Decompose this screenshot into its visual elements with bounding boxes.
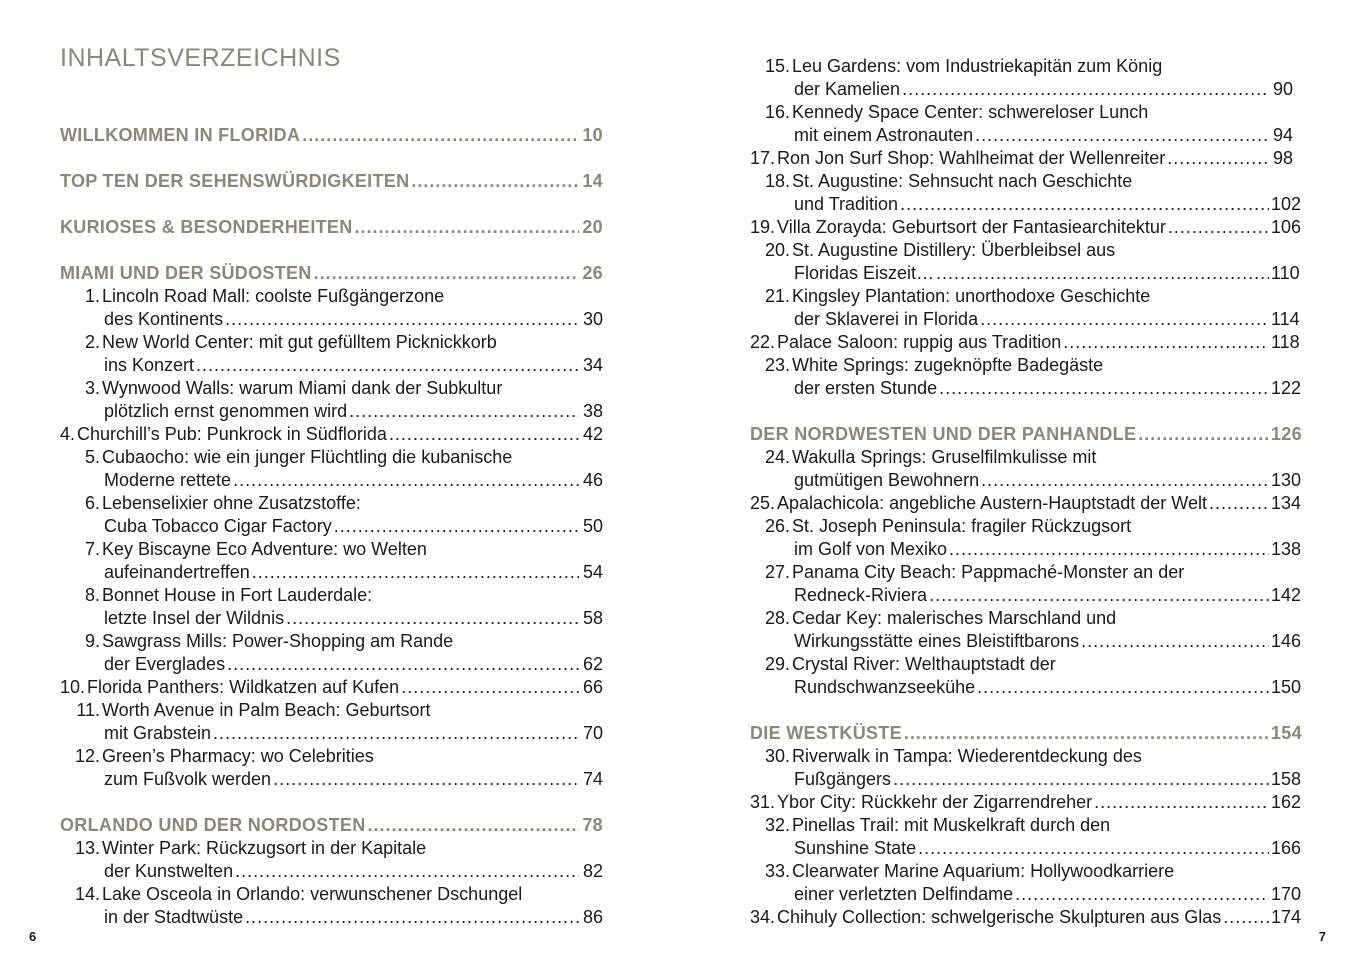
entry-number: 12. — [74, 746, 100, 766]
entry-page: 130 — [1271, 470, 1302, 490]
section-title: DER NORDWESTEN UND DER PANHANDLE — [750, 424, 1137, 444]
entry-number: 1. — [84, 286, 100, 306]
entry-page: 110 — [1271, 263, 1300, 283]
entry-number: 23. — [764, 355, 790, 375]
leader-dots — [1167, 147, 1269, 170]
leader-dots — [902, 78, 1269, 101]
entry-title-cont: gutmütigen Bewohnern — [794, 470, 980, 490]
entry-title-cont: plötzlich ernst genommen wird — [104, 401, 348, 421]
toc-entry[interactable] — [60, 676, 603, 699]
leader-dots — [302, 124, 579, 147]
leader-dots — [929, 584, 1269, 607]
toc-entry[interactable] — [750, 239, 1300, 285]
toc-section-welcome[interactable] — [60, 124, 603, 147]
leader-dots — [245, 906, 579, 929]
entry-page: 138 — [1271, 539, 1302, 559]
toc-entry[interactable] — [750, 147, 1293, 170]
entry-page: 54 — [582, 562, 603, 582]
section-title: MIAMI UND DER SÜDOSTEN — [60, 263, 312, 283]
entry-number: 10. — [60, 677, 86, 697]
entry-title-cont: Cuba Tobacco Cigar Factory — [104, 516, 332, 536]
toc-entries-nordwesten — [750, 446, 1302, 699]
entry-page: 74 — [582, 769, 603, 789]
leader-dots — [1015, 883, 1269, 906]
entry-title-cont: letzte Insel der Wildnis — [104, 608, 285, 628]
entry-page: 134 — [1271, 493, 1302, 513]
entry-title-cont: der Kunstwelten — [104, 861, 234, 881]
entry-number: 28. — [764, 608, 790, 628]
entry-title-cont: der Everglades — [104, 654, 226, 674]
toc-entry[interactable] — [750, 653, 1302, 699]
leader-dots — [389, 423, 579, 446]
toc-entries-miami — [60, 285, 603, 791]
entry-page: 118 — [1271, 332, 1300, 352]
toc-entry[interactable] — [750, 170, 1302, 216]
entry-title: Sawgrass Mills: Power-Shopping am Rande — [102, 631, 454, 651]
toc-entry[interactable] — [750, 55, 1293, 101]
entry-page: 38 — [582, 401, 603, 421]
leader-dots — [411, 170, 579, 193]
entry-title: White Springs: zugeknöpfte Badegäste — [792, 355, 1104, 375]
leader-dots — [900, 193, 1269, 216]
leader-dots — [939, 377, 1269, 400]
entry-title: Ybor City: Rückkehr der Zigarrendreher — [777, 792, 1093, 812]
entry-number: 29. — [764, 654, 790, 674]
entry-title-cont: der Kamelien — [794, 79, 901, 99]
toc-entry[interactable] — [750, 285, 1300, 331]
entry-title-cont: einer verletzten Delfindame — [794, 884, 1014, 904]
toc-entry[interactable] — [60, 745, 603, 791]
entry-title: Leu Gardens: vom Industriekapitän zum König — [792, 56, 1163, 76]
entry-number: 27. — [764, 562, 790, 582]
leader-dots — [314, 262, 579, 285]
entry-number: 18. — [764, 171, 790, 191]
leader-dots — [1223, 906, 1269, 929]
entry-page: 146 — [1271, 631, 1302, 651]
entry-title: Cedar Key: malerisches Marschland und — [792, 608, 1117, 628]
entry-number: 15. — [764, 56, 790, 76]
entry-page: 42 — [582, 424, 603, 444]
leader-dots — [893, 768, 1269, 791]
entry-number: 17. — [750, 148, 776, 168]
toc-entry[interactable] — [60, 699, 603, 745]
leader-dots — [1209, 492, 1269, 515]
leader-dots — [252, 561, 579, 584]
entry-page: 162 — [1271, 792, 1302, 812]
toc-section-nordwesten[interactable] — [750, 423, 1302, 446]
entry-title-cont: aufeinandertreffen — [104, 562, 250, 582]
toc-entry[interactable] — [750, 354, 1302, 400]
entry-title: Winter Park: Rückzugsort in der Kapitale — [102, 838, 427, 858]
toc-entry[interactable] — [750, 492, 1302, 515]
entry-page: 114 — [1271, 309, 1300, 329]
entry-number: 7. — [84, 539, 100, 559]
leader-dots — [1094, 791, 1269, 814]
page-number: 6 — [29, 929, 37, 944]
toc-entry[interactable] — [750, 446, 1302, 492]
entry-page: 150 — [1271, 677, 1302, 697]
section-title: DIE WESTKÜSTE — [750, 723, 902, 743]
toc-entry[interactable] — [750, 814, 1302, 860]
toc-section-miami[interactable] — [60, 262, 603, 285]
toc-entry[interactable] — [60, 377, 603, 423]
entry-number: 14. — [74, 884, 100, 904]
entry-page: 62 — [582, 654, 603, 674]
entry-number: 21. — [764, 286, 790, 306]
leader-dots — [1081, 630, 1269, 653]
entry-title: Chihuly Collection: schwelgerische Skulpturen aus Glas — [777, 907, 1222, 927]
entry-number: 32. — [764, 815, 790, 835]
entry-number: 30. — [764, 746, 790, 766]
entry-title: Lake Osceola in Orlando: verwunschener Dschungel — [102, 884, 523, 904]
entry-page: 90 — [1272, 79, 1293, 99]
toc-left-column — [60, 124, 603, 929]
entry-title-cont: im Golf von Mexiko — [794, 539, 948, 559]
entry-title: Key Biscayne Eco Adventure: wo Welten — [102, 539, 427, 559]
entry-number: 19. — [750, 217, 776, 237]
leader-dots — [273, 768, 579, 791]
leader-dots — [355, 216, 579, 239]
entry-title: Florida Panthers: Wildkatzen auf Kufen — [87, 677, 400, 697]
entry-page: 46 — [582, 470, 603, 490]
section-page: 26 — [582, 263, 603, 283]
section-page: 78 — [582, 815, 603, 835]
entry-page: 102 — [1271, 194, 1302, 214]
entry-title-cont: Wirkungsstätte eines Bleistiftbarons — [794, 631, 1080, 651]
entry-title: Bonnet House in Fort Lauderdale: — [102, 585, 373, 605]
entry-title-cont: ins Konzert — [104, 355, 195, 375]
entry-page: 94 — [1272, 125, 1293, 145]
leader-dots — [1168, 216, 1269, 239]
entry-title: Apalachicola: angebliche Austern-Hauptstadt der Welt — [777, 493, 1207, 513]
entry-number: 3. — [84, 378, 100, 398]
entry-title-cont: und Tradition — [794, 194, 899, 214]
entry-title: Panama City Beach: Pappmaché-Monster an der — [792, 562, 1185, 582]
entry-title: Cubaocho: wie ein junger Flüchtling die kubanische — [102, 447, 513, 467]
entry-title: Palace Saloon: ruppig aus Tradition — [777, 332, 1062, 352]
leader-dots — [368, 814, 579, 837]
entry-title: St. Joseph Peninsula: fragiler Rückzugsort — [792, 516, 1132, 536]
leader-dots — [334, 515, 579, 538]
toc-entries-westkueste — [750, 745, 1302, 929]
toc-section-westkueste[interactable] — [750, 722, 1302, 745]
toc-entry[interactable] — [60, 285, 603, 331]
section-title: KURIOSES & BESONDERHEITEN — [60, 217, 353, 237]
entry-number: 4. — [60, 424, 76, 444]
entry-number: 13. — [74, 838, 100, 858]
entry-number: 9. — [84, 631, 100, 651]
entry-title-cont: Fußgängers — [794, 769, 892, 789]
entry-title-cont: des Kontinents — [104, 309, 224, 329]
entry-number: 16. — [764, 102, 790, 122]
toc-entry[interactable] — [750, 561, 1302, 607]
leader-dots — [977, 676, 1269, 699]
entry-page: 170 — [1271, 884, 1302, 904]
leader-dots — [1138, 423, 1269, 446]
entry-title: Clearwater Marine Aquarium: Hollywoodkarriere — [792, 861, 1175, 881]
entry-title: Worth Avenue in Palm Beach: Geburtsort — [102, 700, 431, 720]
entry-page: 34 — [582, 355, 603, 375]
entry-number: 6. — [84, 493, 100, 513]
entry-number: 31. — [750, 792, 776, 812]
leader-dots — [981, 469, 1269, 492]
toc-entry[interactable] — [750, 791, 1302, 814]
section-page: 126 — [1271, 424, 1302, 444]
entry-number: 34. — [750, 907, 776, 927]
leader-dots — [918, 837, 1269, 860]
entry-title-cont: in der Stadtwüste — [104, 907, 244, 927]
entry-page: 122 — [1271, 378, 1302, 398]
leader-dots — [980, 308, 1269, 331]
entry-title-cont: mit einem Astronauten — [794, 125, 974, 145]
entry-title: New World Center: mit gut gefülltem Picknickkorb — [102, 332, 497, 352]
leader-dots — [235, 860, 579, 883]
toc-entries-orlando-cont — [750, 55, 1302, 400]
toc-right-column — [750, 55, 1302, 929]
entry-title-cont: der Sklaverei in Florida — [794, 309, 979, 329]
entry-title: Ron Jon Surf Shop: Wahlheimat der Wellenreiter — [777, 148, 1166, 168]
toc-entry[interactable] — [60, 584, 603, 630]
entry-number: 33. — [764, 861, 790, 881]
entry-page: 70 — [582, 723, 603, 743]
toc-entry[interactable] — [750, 331, 1300, 354]
section-page: 154 — [1271, 723, 1302, 743]
section-page: 20 — [582, 217, 603, 237]
leader-dots — [1063, 331, 1269, 354]
entry-title: Wynwood Walls: warum Miami dank der Subkultur — [102, 378, 503, 398]
entry-page: 166 — [1271, 838, 1302, 858]
toc-entry[interactable] — [60, 883, 603, 929]
entry-number: 25. — [750, 493, 776, 513]
entry-page: 66 — [582, 677, 603, 697]
toc-entry[interactable] — [750, 906, 1302, 929]
entry-page: 98 — [1272, 148, 1293, 168]
entry-page: 158 — [1271, 769, 1302, 789]
entry-number: 20. — [764, 240, 790, 260]
entry-title: Crystal River: Welthauptstadt der — [792, 654, 1056, 674]
entry-title-cont: Moderne rettete — [104, 470, 232, 490]
leader-dots — [949, 538, 1269, 561]
toc-entry[interactable] — [750, 216, 1302, 239]
entry-title: Lebenselixier ohne Zusatzstoffe: — [102, 493, 361, 513]
entry-title: Green’s Pharmacy: wo Celebrities — [102, 746, 374, 766]
entry-title: Kennedy Space Center: schwereloser Lunch — [792, 102, 1149, 122]
entry-title: St. Augustine: Sehnsucht nach Geschichte — [792, 171, 1133, 191]
toc-entry[interactable] — [60, 837, 603, 883]
leader-dots — [213, 722, 579, 745]
entry-page: 106 — [1271, 217, 1302, 237]
entry-title: Wakulla Springs: Gruselfilmkulisse mit — [792, 447, 1097, 467]
toc-entry[interactable] — [750, 745, 1302, 791]
toc-entries-orlando — [60, 837, 603, 929]
leader-dots — [349, 400, 579, 423]
toc-entry[interactable] — [60, 423, 603, 446]
entry-title-cont: Rundschwanzseekühe — [794, 677, 976, 697]
entry-title-cont: Redneck-Riviera — [794, 585, 928, 605]
entry-title: Kingsley Plantation: unorthodoxe Geschichte — [792, 286, 1151, 306]
section-title: ORLANDO UND DER NORDOSTEN — [60, 815, 366, 835]
entry-page: 86 — [582, 907, 603, 927]
toc-entry[interactable] — [750, 607, 1302, 653]
entry-title-cont: zum Fußvolk werden — [104, 769, 272, 789]
entry-page: 142 — [1271, 585, 1302, 605]
entry-title: Pinellas Trail: mit Muskelkraft durch den — [792, 815, 1111, 835]
leader-dots — [904, 722, 1269, 745]
toc-entry[interactable] — [750, 515, 1302, 561]
leader-dots — [227, 653, 579, 676]
entry-title-cont: Sunshine State — [794, 838, 917, 858]
leader-dots — [286, 607, 579, 630]
entry-title: St. Augustine Distillery: Überbleibsel aus — [792, 240, 1116, 260]
entry-number: 2. — [84, 332, 100, 352]
section-title: WILLKOMMEN IN FLORIDA — [60, 125, 301, 145]
leader-dots — [936, 262, 1269, 285]
leader-dots — [196, 354, 579, 377]
toc-entry[interactable] — [60, 446, 603, 492]
entry-title: Villa Zorayda: Geburtsort der Fantasiearchitektur — [777, 217, 1166, 237]
entry-page: 82 — [582, 861, 603, 881]
section-page: 14 — [582, 171, 603, 191]
entry-number: 11. — [76, 700, 100, 720]
section-page: 10 — [582, 125, 603, 145]
entry-title-cont: der ersten Stunde — [794, 378, 938, 398]
toc-entry[interactable] — [60, 331, 603, 377]
entry-page: 30 — [582, 309, 603, 329]
leader-dots — [233, 469, 579, 492]
entry-title: Riverwalk in Tampa: Wiederentdeckung des — [792, 746, 1142, 766]
leader-dots — [401, 676, 579, 699]
page-number: 7 — [1318, 929, 1326, 944]
entry-title-cont: mit Grabstein — [104, 723, 212, 743]
entry-page: 58 — [582, 608, 603, 628]
entry-page: 174 — [1271, 907, 1302, 927]
entry-number: 5. — [84, 447, 100, 467]
leader-dots — [225, 308, 579, 331]
toc-entry[interactable] — [750, 101, 1293, 147]
toc-entry[interactable] — [750, 860, 1302, 906]
entry-page: 50 — [582, 516, 603, 536]
right-page — [679, 0, 1358, 974]
entry-number: 8. — [84, 585, 100, 605]
entry-number: 26. — [764, 516, 790, 536]
leader-dots — [975, 124, 1269, 147]
toc-section-kurioses[interactable] — [60, 216, 603, 239]
toc-section-top-ten[interactable] — [60, 170, 603, 193]
toc-section-orlando[interactable] — [60, 814, 603, 837]
page-title: INHALTSVERZEICHNIS — [60, 44, 341, 72]
toc-entry[interactable] — [60, 538, 603, 584]
entry-title: Churchill’s Pub: Punkrock in Südflorida — [77, 424, 387, 444]
toc-entry[interactable] — [60, 492, 603, 538]
toc-entry[interactable] — [60, 630, 603, 676]
entry-number: 24. — [764, 447, 790, 467]
entry-title-cont: Floridas Eiszeit… — [794, 263, 935, 283]
entry-number: 22. — [750, 332, 776, 352]
section-title: TOP TEN DER SEHENSWÜRDIGKEITEN — [60, 171, 410, 191]
entry-title: Lincoln Road Mall: coolste Fußgängerzone — [102, 286, 445, 306]
